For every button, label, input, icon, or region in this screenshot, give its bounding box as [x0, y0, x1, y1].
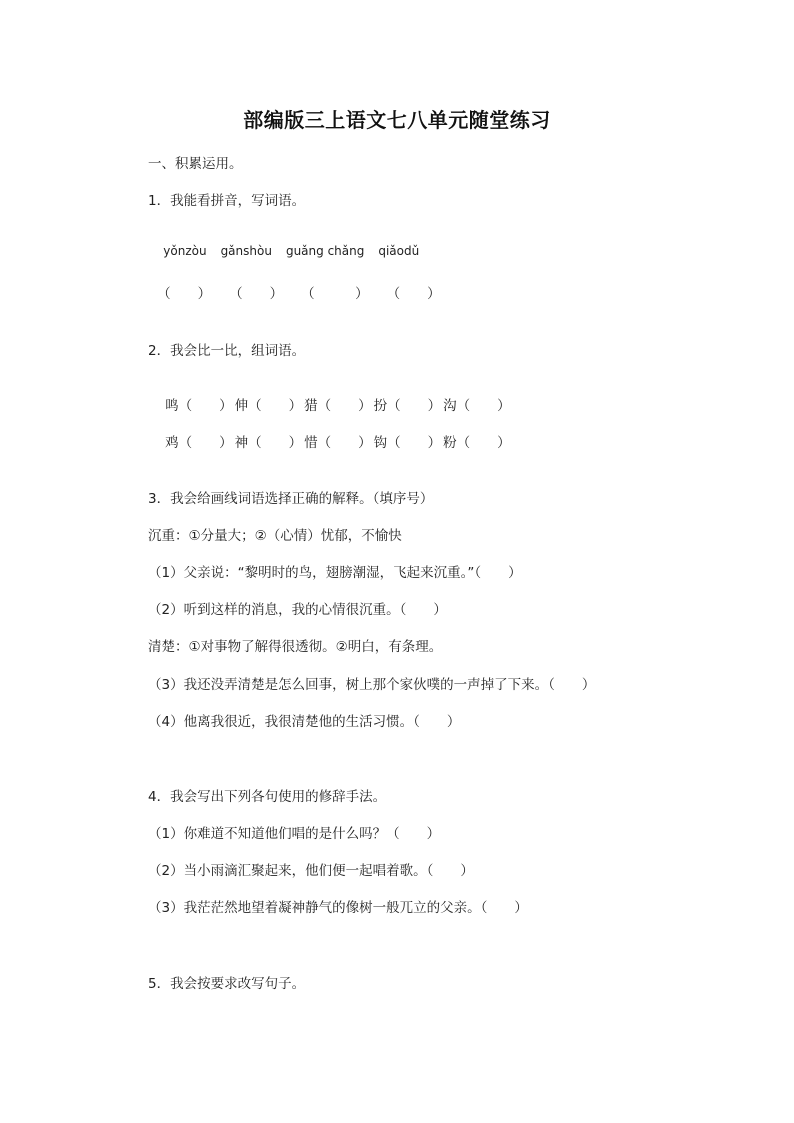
question-3-item-1: （1）父亲说：“黎明时的鸟，翅膀潮湿，飞起来沉重。”（ ） [148, 565, 522, 581]
question-4-prompt: 4．我会写出下列各句使用的修辞手法。 [148, 789, 387, 805]
word-group-item[interactable]: 神（ ） [234, 435, 303, 451]
section-heading: 一、积累运用。 [148, 156, 243, 172]
pinyin-item: yǒnzòu [163, 244, 207, 258]
question-3-prompt: 3．我会给画线词语选择正确的解释。（填序号） [148, 491, 434, 507]
answer-blanks-row [140, 266, 459, 318]
word-group-item[interactable]: 伸（ ） [234, 398, 303, 414]
answer-blank[interactable]: （ ） [229, 286, 284, 302]
word-group-item[interactable]: 粉（ ） [443, 435, 511, 451]
question-2-prompt: 2．我会比一比，组词语。 [148, 343, 306, 359]
pinyin-item: guǎng chǎng [285, 244, 365, 258]
answer-blank[interactable]: （ ） [386, 286, 441, 302]
question-1-prompt: 1．我能看拼音，写词语。 [148, 193, 306, 209]
word-group-item[interactable]: 沟（ ） [443, 398, 511, 414]
word-group-item[interactable]: 惜（ ） [304, 435, 372, 451]
word-group-item[interactable]: 猎（ ） [304, 398, 372, 414]
answer-blank[interactable]: （ ） [301, 286, 369, 302]
question-3-item-3: （3）我还没弄清楚是怎么回事，树上那个家伙噗的一声掉了下来。（ ） [148, 677, 596, 693]
word-group-row-2 [148, 415, 513, 467]
question-3-item-4: （4）他离我很近，我很清楚他的生活习惯。（ ） [148, 714, 461, 730]
definition-chenzhong: 沉重：①分量大；②（心情）忧郁，不愉快 [148, 528, 402, 544]
question-5-prompt: 5．我会按要求改写句子。 [148, 976, 306, 992]
page-title: 部编版三上语文七八单元随堂练习 [243, 108, 551, 132]
question-4-item-1: （1）你难道不知道他们唱的是什么吗？（ ） [148, 826, 441, 842]
word-group-item[interactable]: 鸡（ ） [165, 435, 233, 451]
word-group-item[interactable]: 扮（ ） [373, 398, 442, 414]
word-group-item[interactable]: 鸣（ ） [165, 398, 233, 414]
question-3-item-2: （2）听到这样的消息，我的心情很沉重。（ ） [148, 602, 447, 618]
pinyin-item: qiǎodǔ [378, 244, 420, 258]
definition-qingchu: 清楚：①对事物了解得很透彻。②明白，有条理。 [148, 639, 443, 655]
answer-blank[interactable]: （ ） [157, 286, 212, 302]
question-4-item-3: （3）我茫茫然地望着凝神静气的像树一般兀立的父亲。（ ） [148, 900, 528, 916]
word-group-item[interactable]: 钩（ ） [373, 435, 442, 451]
question-4-item-2: （2）当小雨滴汇聚起来，他们便一起唱着歌。（ ） [148, 863, 474, 879]
pinyin-item: gǎnshòu [220, 244, 272, 258]
